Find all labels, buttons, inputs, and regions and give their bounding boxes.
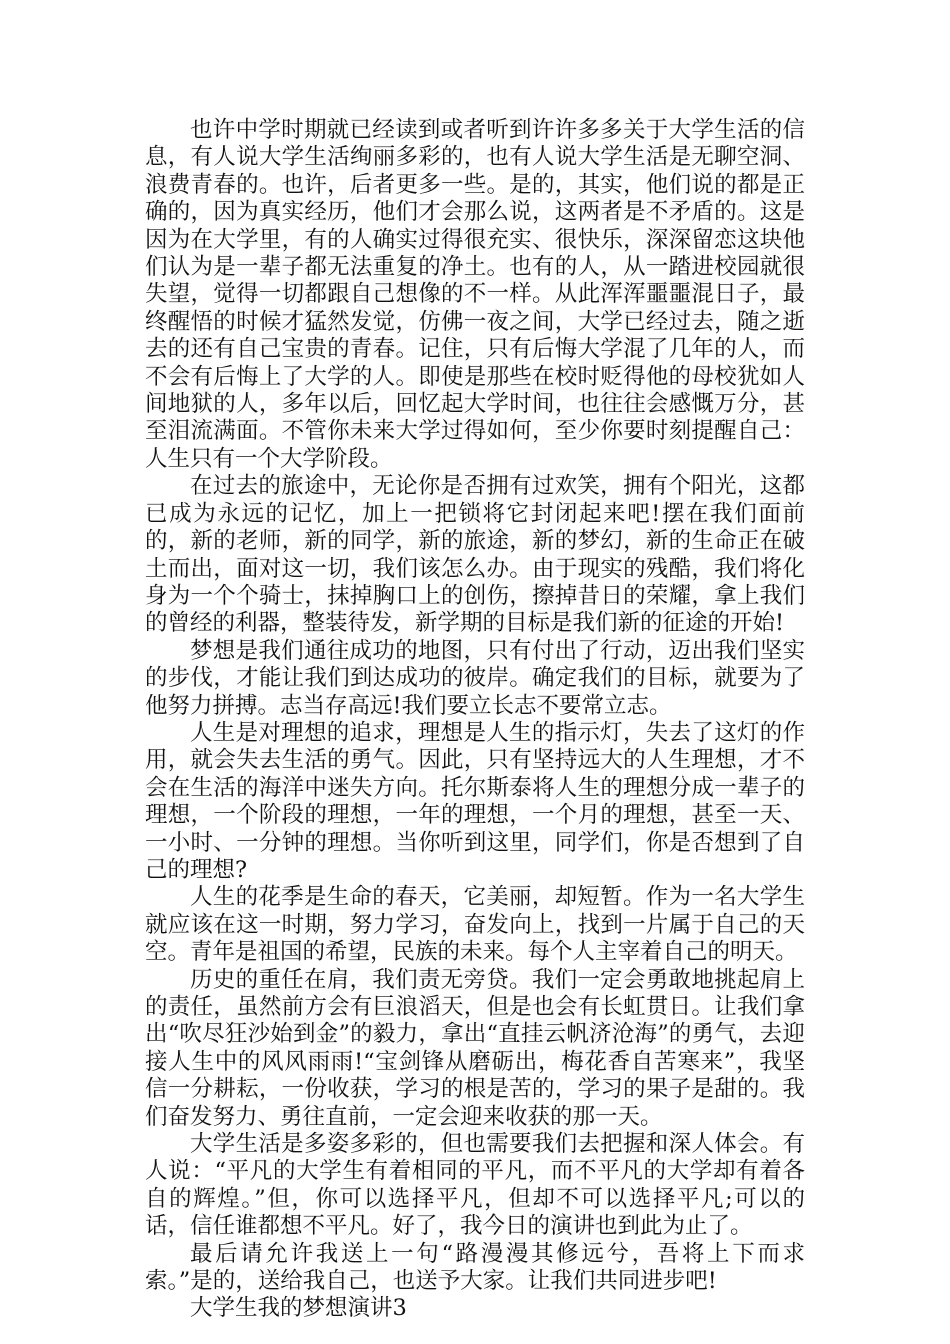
- paragraph-7: 大学生活是多姿多彩的，但也需要我们去把握和深人体会。有人说：“平凡的大学生有着相同的平凡，而不平凡的大学却有着各自的辉煌。”但，你可以选择平凡，但却不可以选择平凡;可以的话，信任谁都想不平凡。好了，我今日的演讲也到此为止了。: [145, 1131, 805, 1240]
- paragraph-3: 梦想是我们通往成功的地图，只有付出了行动，迈出我们坚实的步伐，才能让我们到达成功的彼岸。确定我们的目标，就要为了他努力拼搏。志当存高远!我们要立长志不要常立志。: [145, 637, 805, 719]
- paragraph-6: 历史的重任在肩，我们责无旁贷。我们一定会勇敢地挑起肩上的责任，虽然前方会有巨浪滔天，但是也会有长虹贯日。让我们拿出“吹尽狂沙始到金”的毅力，拿出“直挂云帆济沧海”的勇气，去迎接人生中的风风雨雨!“宝剑锋从磨砺出，梅花香自苦寒来”，我坚信一分耕耘，一份收获，学习的根是苦的，学习的果子是甜的。我们奋发努力、勇往直前，一定会迎来收获的那一天。: [145, 966, 805, 1130]
- paragraph-8: 最后请允许我送上一句“路漫漫其修远兮，吾将上下而求索。”是的，送给我自己，也送予大家。让我们共同进步吧!: [145, 1240, 805, 1295]
- paragraph-1: 也许中学时期就已经读到或者听到许许多多关于大学生活的信息，有人说大学生活绚丽多彩的，也有人说大学生活是无聊空洞、浪费青春的。也许，后者更多一些。是的，其实，他们说的都是正确的，因为真实经历，他们才会那么说，这两者是不矛盾的。这是因为在大学里，有的人确实过得很充实、很快乐，深深留恋这块他们认为是一辈子都无法重复的净土。也有的人，从一踏进校园就很失望，觉得一切都跟自己想像的不一样。从此浑浑噩噩混日子，最终醒悟的时候才猛然发觉，仿佛一夜之间，大学已经过去，随之逝去的还有自己宝贵的青春。记住，只有后悔大学混了几年的人，而不会有后悔上了大学的人。即使是那些在校时贬得他的母校犹如人间地狱的人，多年以后，回忆起大学时间，也往往会感慨万分，甚至泪流满面。不管你未来大学过得如何，至少你要时刻提醒自己：人生只有一个大学阶段。: [145, 117, 805, 472]
- paragraph-4: 人生是对理想的追求，理想是人生的指示灯，失去了这灯的作用，就会失去生活的勇气。因此，只有坚持远大的人生理想，才不会在生活的海洋中迷失方向。托尔斯泰将人生的理想分成一辈子的理想，一个阶段的理想，一年的理想，一个月的理想，甚至一天、一小时、一分钟的理想。当你听到这里，同学们，你是否想到了自己的理想?: [145, 719, 805, 883]
- paragraph-5: 人生的花季是生命的春天，它美丽，却短暂。作为一名大学生就应该在这一时期，努力学习，奋发向上，找到一片属于自己的天空。青年是祖国的希望，民族的未来。每个人主宰着自己的明天。: [145, 884, 805, 966]
- section-heading: 大学生我的梦想演讲3: [190, 1295, 407, 1322]
- paragraph-2: 在过去的旅途中，无论你是否拥有过欢笑，拥有个阳光，这都已成为永远的记忆，加上一把锁将它封闭起来吧!摆在我们面前的，新的老师，新的同学，新的旅途，新的梦幻，新的生命正在破土而出，面对这一切，我们该怎么办。由于现实的残酷，我们将化身为一个个骑士，抹掉胸口上的创伤，擦掉昔日的荣耀，拿上我们的曾经的利器，整装待发，新学期的目标是我们新的征途的开始!: [145, 473, 805, 637]
- document-page: [145, 117, 805, 1323]
